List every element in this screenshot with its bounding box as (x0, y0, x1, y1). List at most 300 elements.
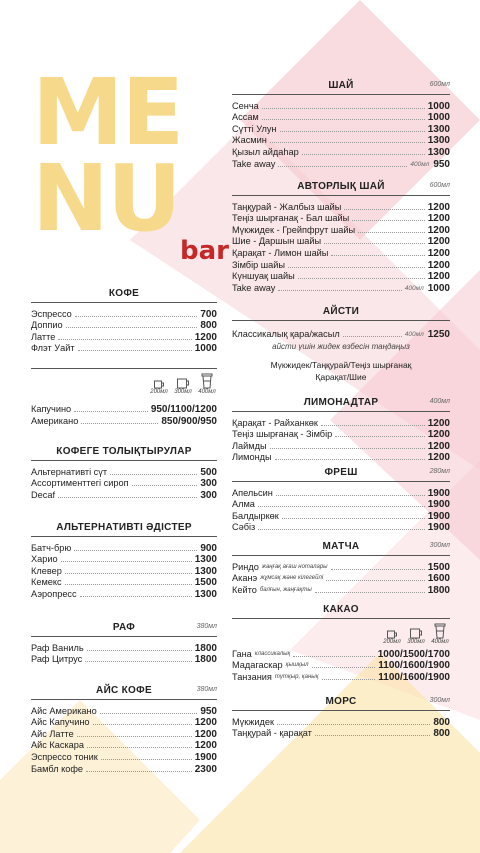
menu-item-row (31, 489, 217, 501)
cup-large-icon (434, 623, 446, 639)
item-price: 1200 (427, 236, 450, 248)
menu-item-row (232, 224, 450, 236)
menu-item-row (232, 510, 450, 522)
cup-size-icons (31, 371, 217, 395)
item-name: Мадагаскар (232, 660, 283, 671)
dot-leader (312, 667, 376, 668)
dot-leader (101, 759, 192, 760)
item-list (232, 487, 450, 533)
menu-item-row (31, 331, 217, 343)
item-name: Теңіз шырғанақ - Бал шайы (232, 213, 350, 224)
menu-item-row (31, 403, 217, 415)
section-header (232, 466, 450, 482)
item-price: 1200 (427, 201, 450, 213)
menu-item-row (232, 135, 450, 147)
item-price: 1000 (427, 100, 450, 112)
item-name: Лимонды (232, 452, 272, 463)
item-name: Айс Каскара (31, 740, 85, 751)
item-price: 1000 (194, 343, 217, 355)
item-price: 1300 (194, 588, 217, 600)
item-description: классикалық (254, 650, 291, 657)
item-name: Күншуақ шайы (232, 271, 295, 282)
item-price: 1200 (194, 728, 217, 740)
item-name: Қарақат - Лимон шайы (232, 247, 329, 258)
menu-item-row (31, 577, 217, 589)
dot-leader (110, 474, 197, 475)
cup-small (382, 629, 402, 645)
item-name: Таңқурай - Жалбыз шайы (232, 201, 342, 212)
item-volume: 400мл (404, 330, 424, 338)
section-cocoa (232, 603, 450, 683)
menu-item-row (232, 573, 450, 585)
menu-item-row (232, 123, 450, 135)
dot-leader (78, 350, 192, 351)
dot-leader (282, 518, 425, 519)
dot-leader (65, 573, 192, 574)
menu-item-row (31, 763, 217, 775)
item-name: Шие - Даршын шайы (232, 236, 322, 247)
cup-large (430, 623, 450, 645)
item-price: 800 (433, 728, 450, 740)
section-header (31, 684, 217, 700)
menu-item-row (232, 112, 450, 124)
item-price: 950 (433, 158, 450, 170)
item-name: Мүкжидек (232, 716, 275, 727)
cup-size-label: 200мл (150, 389, 168, 396)
menu-item-row (31, 705, 217, 717)
dot-leader (77, 736, 192, 737)
item-name: Харио (31, 554, 58, 565)
menu-item-row (232, 487, 450, 499)
cup-small-icon (386, 629, 398, 639)
menu-item-row (232, 417, 450, 429)
item-name: Лаймды (232, 440, 267, 451)
item-volume: 400мл (404, 284, 424, 292)
cup-size-label: 400мл (198, 389, 216, 396)
dot-leader (278, 166, 407, 167)
menu-item-row (31, 565, 217, 577)
section-title: АЛЬТЕРНАТИВТІ ӘДІСТЕР (56, 522, 192, 533)
section-title: ЛИМОНАДТАР (303, 397, 379, 408)
dot-leader (270, 142, 425, 143)
section-volume: 600мл (429, 81, 450, 88)
cup-size-label: 300мл (174, 389, 192, 396)
section-title: АЙС КОФЕ (96, 685, 152, 696)
menu-title (32, 59, 183, 252)
dot-leader (315, 735, 430, 736)
menu-item-row (31, 717, 217, 729)
section-title: КАКАО (323, 604, 359, 615)
cup-size-label: 200мл (383, 639, 401, 645)
item-name: Сенча (232, 100, 259, 111)
item-list (232, 201, 450, 294)
item-name: Доппио (31, 320, 63, 331)
menu-item-row (232, 259, 450, 271)
menu-title-line2: NU (32, 145, 180, 252)
menu-item-row (232, 440, 450, 452)
item-price: 300 (200, 478, 217, 490)
item-price: 1000/1500/1700 (377, 648, 450, 660)
item-price: 1900 (427, 522, 450, 534)
section-mors (232, 695, 450, 739)
item-name: Гана (232, 648, 252, 659)
menu-item-row (31, 478, 217, 490)
dot-leader (75, 316, 198, 317)
dot-leader (58, 339, 191, 340)
menu-item-row (232, 158, 450, 170)
dot-leader (324, 243, 425, 244)
section-header (232, 603, 450, 619)
item-price: 950 (200, 705, 217, 717)
dot-leader (74, 550, 197, 551)
section-ice-coffee (31, 684, 217, 775)
section-volume: 300мл (429, 697, 450, 704)
item-name: Ассам (232, 112, 259, 123)
dot-leader (74, 411, 148, 412)
section-author-tea (232, 180, 450, 294)
item-name: Жасмин (232, 135, 267, 146)
item-name: Латте (31, 331, 56, 342)
menu-item-row (232, 561, 450, 573)
dot-leader (343, 336, 402, 337)
menu-item-row (31, 740, 217, 752)
item-price: 1500 (427, 561, 450, 573)
item-price: 1200 (427, 271, 450, 283)
menu-item-row (232, 201, 450, 213)
menu-item-row (31, 728, 217, 740)
section-header (232, 79, 450, 95)
item-price: 1000 (427, 282, 450, 294)
item-price: 1200 (194, 331, 217, 343)
item-price: 1300 (194, 565, 217, 577)
section-fresh (232, 466, 450, 533)
item-name: Классикалық қара/жасыл (232, 328, 340, 339)
item-name: Альтернативті сүт (31, 466, 108, 477)
item-name: Танзания (232, 671, 272, 682)
section-additions (31, 445, 217, 501)
menu-item-row (232, 584, 450, 596)
dot-leader (326, 580, 425, 581)
item-price: 700 (200, 308, 217, 320)
cup-medium (406, 626, 426, 645)
item-name: Сүтті Улун (232, 123, 277, 134)
dot-leader (280, 131, 425, 132)
item-price: 1200 (427, 417, 450, 429)
section-title: МОРС (325, 696, 357, 707)
menu-item-row (232, 716, 450, 728)
item-name: Қарақат - Райханкөк (232, 417, 318, 428)
item-name: Теңіз шырғанақ - Зімбір (232, 429, 333, 440)
menu-item-row (232, 247, 450, 259)
item-price: 1200 (427, 247, 450, 259)
item-list (232, 648, 450, 683)
menu-item-row (31, 343, 217, 355)
item-price: 1200 (427, 224, 450, 236)
section-title: КОФЕ (108, 288, 140, 299)
cup-size-label: 400мл (431, 639, 449, 645)
menu-item-row (232, 271, 450, 283)
item-name: Апельсин (232, 487, 273, 498)
item-list (232, 100, 450, 170)
item-list (31, 542, 217, 600)
menu-item-row (232, 671, 450, 683)
dot-leader (276, 495, 425, 496)
dot-leader (352, 220, 424, 221)
cup-small-icon (153, 379, 165, 389)
section-lemonade (232, 396, 450, 463)
item-list (232, 417, 450, 463)
item-list (232, 328, 450, 340)
item-name: Сәбіз (232, 522, 256, 533)
dot-leader (262, 108, 425, 109)
dot-leader (270, 448, 425, 449)
menu-item-row (31, 588, 217, 600)
item-name: Таңқурай - қарақат (232, 728, 312, 739)
item-price: 300 (200, 489, 217, 501)
menu-item-row (232, 452, 450, 464)
dot-leader (87, 650, 192, 651)
menu-item-row (31, 466, 217, 478)
section-header (31, 287, 217, 303)
item-name: Айс Латте (31, 728, 74, 739)
ice-tea-choices-line2: Қарақат/Шие (315, 371, 367, 382)
item-price: 1200 (194, 740, 217, 752)
item-name: Аэропресс (31, 588, 77, 599)
dot-leader (293, 656, 374, 657)
section-volume: 380мл (196, 623, 217, 630)
section-header (31, 521, 217, 537)
dot-leader (277, 724, 430, 725)
menu-title-line1: ME (32, 59, 183, 166)
dot-leader (132, 485, 198, 486)
section-header (232, 180, 450, 196)
cup-medium (173, 376, 193, 395)
item-name: Раф Ваниль (31, 642, 84, 653)
section-volume: 380мл (196, 686, 217, 693)
item-name: Балдыркөк (232, 510, 279, 521)
item-price: 850/900/950 (161, 415, 217, 427)
dot-leader (315, 592, 425, 593)
section-volume: 280мл (429, 468, 450, 475)
dot-leader (258, 506, 425, 507)
item-name: Бамбл кофе (31, 763, 84, 774)
menu-item-row (31, 415, 217, 427)
menu-item-row (31, 320, 217, 332)
item-price: 900 (200, 542, 217, 554)
item-description: түтқыр, қанық (274, 673, 319, 680)
item-price: 1800 (194, 642, 217, 654)
item-price: 1900 (194, 751, 217, 763)
item-price: 1600 (427, 573, 450, 585)
section-header (31, 621, 217, 637)
item-price: 1900 (427, 510, 450, 522)
item-price: 1500 (194, 577, 217, 589)
item-price: 1250 (427, 328, 450, 340)
cup-size-icons (232, 621, 450, 645)
section-header (232, 695, 450, 711)
item-name: Аканэ (232, 573, 258, 584)
item-price: 1100/1600/1900 (378, 671, 450, 683)
menu-item-row (31, 642, 217, 654)
item-list (31, 642, 217, 665)
item-price: 1200 (427, 429, 450, 441)
item-price: 1000 (427, 112, 450, 124)
dot-leader (278, 290, 401, 291)
menu-item-row (232, 282, 450, 294)
section-volume: 600мл (429, 182, 450, 189)
cup-large (197, 373, 217, 395)
item-price: 1800 (194, 654, 217, 666)
menu-item-row (232, 236, 450, 248)
item-name: Клевер (31, 565, 62, 576)
item-price: 1200 (427, 259, 450, 271)
menu-item-row (31, 308, 217, 320)
menu-item-row (31, 751, 217, 763)
item-price: 1300 (427, 135, 450, 147)
dot-leader (61, 561, 192, 562)
item-name: Қызыл айдаһар (232, 146, 299, 157)
item-name: Айс Капучино (31, 717, 90, 728)
item-list (31, 308, 217, 354)
item-price: 1300 (427, 146, 450, 158)
item-price: 1200 (427, 440, 450, 452)
dot-leader (65, 584, 192, 585)
dot-leader (87, 747, 192, 748)
dot-leader (344, 209, 424, 210)
item-name: Капучино (31, 403, 72, 414)
cup-large-icon (201, 373, 213, 389)
ice-tea-choices (232, 359, 450, 383)
item-description: жұмсақ және кілегейлі (260, 575, 324, 582)
item-name: Кейто (232, 584, 257, 595)
menu-item-row (232, 213, 450, 225)
section-kofe (31, 287, 217, 427)
section-header (232, 540, 450, 556)
section-volume: 300мл (429, 542, 450, 549)
dot-leader (335, 436, 425, 437)
section-title: ФРЕШ (324, 467, 358, 478)
item-price: 800 (433, 716, 450, 728)
item-price: 1100/1600/1900 (378, 660, 450, 672)
item-volume: 400мл (410, 160, 430, 168)
item-list (232, 716, 450, 739)
item-price: 2300 (194, 763, 217, 775)
item-price: 1300 (194, 554, 217, 566)
item-name: Эспрессо тоник (31, 751, 98, 762)
item-list (31, 403, 217, 426)
item-name: Мүкжидек - Грейпфрут шайы (232, 224, 356, 235)
dot-leader (58, 497, 197, 498)
section-title: АЙСТИ (322, 306, 360, 317)
section-header (31, 445, 217, 461)
item-price: 1900 (427, 499, 450, 511)
section-title: КОФЕГЕ ТОЛЫҚТЫРУЛАР (56, 446, 192, 457)
dot-leader (321, 425, 425, 426)
item-description: жаңғақ ағаш ноталары (261, 563, 328, 570)
dot-leader (275, 459, 425, 460)
dot-leader (298, 278, 425, 279)
cup-small (149, 379, 169, 395)
section-alternative (31, 521, 217, 600)
section-matcha (232, 540, 450, 596)
item-name: Эспрессо (31, 308, 72, 319)
section-raf (31, 621, 217, 665)
dot-leader (93, 724, 192, 725)
item-name: Зімбір шайы (232, 259, 285, 270)
item-price: 1200 (427, 213, 450, 225)
cup-medium-icon (409, 626, 423, 639)
item-name: Американо (31, 415, 79, 426)
menu-item-row (232, 648, 450, 660)
item-price: 500 (200, 466, 217, 478)
menu-item-row (232, 522, 450, 534)
item-list (232, 561, 450, 596)
menu-item-row (31, 542, 217, 554)
item-price: 950/1100/1200 (150, 403, 217, 415)
item-price: 1200 (427, 452, 450, 464)
dot-leader (258, 529, 424, 530)
divider (31, 368, 217, 369)
section-title: МАТЧА (322, 541, 360, 552)
section-ice-tea (232, 305, 450, 383)
item-list (31, 466, 217, 501)
section-title: АВТОРЛЫҚ ШАЙ (297, 181, 385, 192)
menu-item-row (232, 728, 450, 740)
dot-leader (322, 679, 376, 680)
item-description: қышқыл (285, 662, 309, 669)
item-name: Раф Цитрус (31, 654, 83, 665)
section-header (232, 305, 450, 321)
section-tea (232, 79, 450, 170)
cup-size-label: 300мл (407, 639, 425, 645)
item-name: Ассортименттегі сироп (31, 478, 129, 489)
dot-leader (331, 569, 425, 570)
dot-leader (85, 661, 191, 662)
item-name: Батч-брю (31, 542, 72, 553)
item-price: 800 (200, 320, 217, 332)
section-title: ШАЙ (328, 80, 354, 91)
dot-leader (288, 267, 425, 268)
dot-leader (100, 713, 198, 714)
item-list (31, 705, 217, 775)
dot-leader (66, 327, 198, 328)
item-name: Take away (232, 282, 276, 293)
menu-item-row (232, 328, 450, 340)
menu-item-row (232, 146, 450, 158)
dot-leader (331, 255, 424, 256)
menu-item-row (31, 654, 217, 666)
menu-item-row (31, 554, 217, 566)
item-name: Риндо (232, 561, 259, 572)
item-name: Айс Американо (31, 705, 97, 716)
ice-tea-note: айсти үшін жидек өзбесін таңдаңыз (272, 341, 410, 351)
menu-subtitle: bar (180, 236, 229, 266)
dot-leader (358, 232, 425, 233)
item-description: балғын, жаңғақты (259, 586, 312, 593)
menu-item-row (232, 429, 450, 441)
item-name: Алма (232, 499, 255, 510)
item-name: Decaf (31, 489, 56, 500)
dot-leader (302, 154, 425, 155)
dot-leader (81, 423, 158, 424)
dot-leader (262, 119, 425, 120)
section-title: РАФ (112, 622, 136, 633)
ice-tea-choices-line1: Мүкжидек/Таңқурай/Теңіз шырғанақ (270, 359, 412, 370)
item-name: Take away (232, 158, 276, 169)
section-header (232, 396, 450, 412)
item-price: 1800 (427, 584, 450, 596)
item-price: 1300 (427, 123, 450, 135)
